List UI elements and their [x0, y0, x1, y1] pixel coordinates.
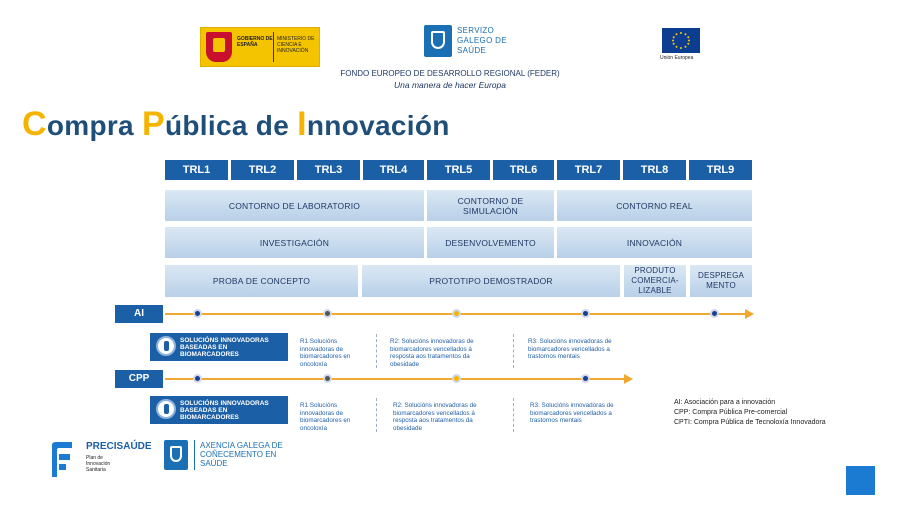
cpp-solution-text: SOLUCIÓNS INNOVADORAS BASEADAS EN BIOMARCADORES	[180, 400, 269, 421]
trl-header-3: TRL3	[297, 160, 360, 180]
trl-header-4: TRL4	[363, 160, 424, 180]
ai-milestone-trl5	[452, 309, 461, 318]
title-word-publica: ública de	[165, 110, 298, 141]
biomarker-icon	[156, 399, 176, 419]
logo-separator	[273, 32, 274, 62]
title-initial-i: I	[297, 105, 307, 143]
trl-header-2: TRL2	[231, 160, 294, 180]
acis-text: AXENCIA GALEGA DE COÑECEMENTO EN SAÚDE	[200, 441, 283, 468]
eu-label: Unión Europea	[660, 55, 694, 61]
ai-r1-text: R1 Solucións innovadoras de biomarcadores en oncoloxía	[300, 338, 351, 368]
ai-milestone-trl7	[581, 309, 590, 318]
title-initial-c: C	[22, 105, 47, 143]
eu-flag-icon	[662, 28, 700, 53]
galicia-shield-icon	[424, 25, 452, 57]
gov-logo-text: GOBIERNO DE ESPAÑA	[237, 36, 273, 48]
ai-r2-text: R2: Solucións innovadoras de biomarcadores vencellados á resposta aos tratamentos da obesidade	[390, 338, 474, 368]
cpp-milestone-trl3	[323, 374, 332, 383]
sgs-logo-text: SERVIZO GALEGO DE SAÚDE	[457, 26, 507, 55]
feder-caption	[240, 69, 660, 90]
ai-row-label: AI	[115, 305, 163, 323]
page-title	[22, 105, 450, 144]
ai-timeline-arrow	[745, 309, 754, 319]
title-initial-p: P	[142, 105, 165, 143]
feder-line: FONDO EUROPEO DE DESARROLLO REGIONAL (FEDER)	[340, 69, 560, 78]
ai-milestone-trl9	[710, 309, 719, 318]
band-despregamento: DESPREGA MENTO	[690, 265, 752, 297]
cpp-milestone-trl7	[581, 374, 590, 383]
trl-header-8: TRL8	[623, 160, 686, 180]
legend-cpti: CPTI: Compra Pública de Tecnoloxía Innovadora	[674, 419, 826, 426]
cpp-solution-box	[150, 396, 288, 424]
cpp-milestone-trl5	[452, 374, 461, 383]
band-contorno-laboratorio: CONTORNO DE LABORATORIO	[165, 190, 424, 221]
band-desenvolvemento: DESENVOLVEMENTO	[427, 227, 554, 258]
cpp-timeline-arrow	[624, 374, 633, 384]
cpp-timeline-line	[165, 378, 625, 380]
ai-milestone-trl1	[193, 309, 202, 318]
ai-divider-1	[376, 334, 377, 368]
ai-solution-box	[150, 333, 288, 361]
band-contorno-real: CONTORNO REAL	[557, 190, 752, 221]
feder-motto: Una manera de hacer Europa	[394, 80, 506, 90]
precisaude-subtitle: Plan de Innovación Sanitaria	[86, 455, 111, 473]
servizo-galego-saude-logo	[424, 25, 514, 59]
corner-square	[846, 466, 875, 495]
trl-header-6: TRL6	[493, 160, 554, 180]
european-union-logo	[662, 28, 702, 62]
cpp-milestone-trl1	[193, 374, 202, 383]
acronym-legend	[674, 398, 826, 428]
ministry-logo-text: MINISTERIO DE CIENCIA E INNOVACIÓN	[277, 36, 315, 54]
trl-header-7: TRL7	[557, 160, 620, 180]
gobierno-espana-logo	[200, 27, 320, 67]
acis-separator	[194, 440, 195, 470]
ai-r3-text: R3: Solucións innovadoras de biomarcadores vencellados a trastornos mentais	[528, 338, 612, 360]
cpp-divider-2	[513, 398, 514, 432]
biomarker-icon	[156, 336, 176, 356]
cpp-r3-text: R3: Solucións innovadoras de biomarcadores vencellados a trastornos mentais	[530, 402, 614, 424]
ai-milestone-trl3	[323, 309, 332, 318]
title-word-innovacion: nnovación	[306, 110, 450, 141]
trl-header-5: TRL5	[427, 160, 490, 180]
band-innovacion: INNOVACIÓN	[557, 227, 752, 258]
cpp-r2-text: R2: Solucións innovadoras de biomarcadores vencellados á resposta aos tratamentos da obesidade	[393, 402, 477, 432]
band-proba-concepto: PROBA DE CONCEPTO	[165, 265, 358, 297]
cpp-row-label: CPP	[115, 370, 163, 388]
legend-cpp: CPP: Compra Pública Pre-comercial	[674, 409, 788, 416]
ai-divider-2	[513, 334, 514, 368]
cpp-divider-1	[376, 398, 377, 432]
coat-of-arms-icon	[206, 32, 232, 62]
cpp-r1-text: R1 Solucións innovadoras de biomarcadores en oncoloxía	[300, 402, 351, 432]
galicia-shield-icon	[164, 440, 188, 470]
ai-solution-text: SOLUCIÓNS INNOVADORAS BASEADAS EN BIOMARCADORES	[180, 337, 269, 358]
precisaude-mark-icon	[50, 441, 74, 479]
title-word-compra: ompra	[46, 110, 143, 141]
trl-header-1: TRL1	[165, 160, 228, 180]
band-investigacion: INVESTIGACIÓN	[165, 227, 424, 258]
legend-ai: AI: Asociación para a innovación	[674, 399, 776, 406]
band-contorno-simulacion: CONTORNO DE SIMULACIÓN	[427, 190, 554, 221]
band-produto-comercializable: PRODUTO COMERCIA-LIZABLE	[624, 265, 686, 297]
trl-header-9: TRL9	[689, 160, 752, 180]
band-prototipo-demostrador: PROTOTIPO DEMOSTRADOR	[362, 265, 620, 297]
precisaude-name: PRECISAÚDE	[86, 441, 152, 452]
